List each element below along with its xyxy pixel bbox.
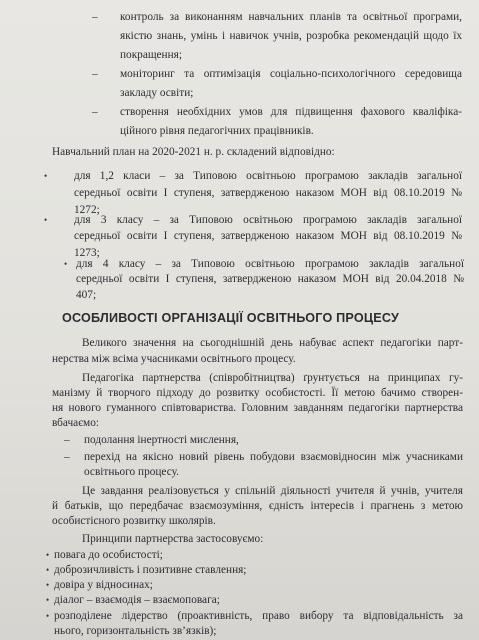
list-item-line: покращення; bbox=[120, 49, 182, 61]
list-item-line: 1273; bbox=[74, 247, 100, 259]
list-item-line: освітнього процесу. bbox=[84, 465, 179, 478]
list-item-line: 407; bbox=[76, 289, 97, 301]
list-item-line: для 1,2 класи – за Типовою освітньою програмою закладів загальної bbox=[74, 170, 462, 182]
list-item-line: закладу освіти; bbox=[120, 87, 194, 99]
list-item-line: середньої освіти І ступеня, затвердженою наказом МОН від 08.10.2019 № bbox=[74, 187, 462, 199]
list-item-line: для 4 класу – за Типовою освітньою програмою закладів загальної bbox=[76, 258, 464, 270]
bullet-marker: • bbox=[46, 610, 50, 621]
paragraph-line: Це завдання реалізовується у спільній діяльності учителя й учнів, учителя bbox=[82, 485, 463, 498]
bullet-marker: • bbox=[44, 171, 48, 181]
bullet-marker: • bbox=[44, 215, 48, 225]
list-item-line: нього, горизонтальність зв’язків); bbox=[54, 624, 217, 637]
list-item-line: якістю знань, умінь і навичок учнів, розробка рекомендацій щодо їх bbox=[120, 30, 462, 42]
bullet-marker: • bbox=[64, 259, 68, 269]
paragraph-line: й батьків, що передбачає взаємозуміння, єдність інтересів і прагнень з метою bbox=[52, 500, 463, 513]
paragraph-line: ня нового гуманного співтовариства. Головним завданням педагогіки партнерства bbox=[52, 401, 463, 414]
list-item-line: ційного рівня педагогічних працівників. bbox=[120, 125, 314, 137]
paragraph-line: нерства між всіма учасниками освітнього процесу. bbox=[52, 353, 296, 366]
dash-marker: – bbox=[64, 433, 70, 446]
bullet-marker: • bbox=[46, 550, 50, 561]
list-item-line: створення необхідних умов для підвищення фахового кваліфіка- bbox=[120, 106, 462, 118]
paragraph-line: Принципи партнерства застосовуємо: bbox=[82, 533, 264, 546]
paragraph-line: Педагогіка партнерства (співробітництва) ґрунтується на принципах гу- bbox=[82, 371, 463, 384]
section-heading: ОСОБЛИВОСТІ ОРГАНІЗАЦІЇ ОСВІТНЬОГО ПРОЦЕСУ bbox=[62, 311, 399, 325]
bullet-marker: • bbox=[46, 595, 50, 606]
dash-marker: – bbox=[64, 450, 70, 463]
bullet-marker: • bbox=[46, 580, 50, 591]
list-item-line: подолання інертності мислення, bbox=[84, 433, 239, 446]
list-item-line: середньої освіти І ступеня, затвердженою наказом МОН від 08.10.2019 № bbox=[74, 230, 462, 242]
list-item-line: для 3 класу – за Типовою освітньою програмою закладів загальної bbox=[74, 214, 462, 226]
list-item-line: діалог – взаємодія – взаємоповага; bbox=[54, 594, 220, 607]
dash-marker: – bbox=[92, 68, 98, 80]
list-item-line: доброзичливість і позитивне ставлення; bbox=[54, 564, 247, 577]
dash-marker: – bbox=[92, 11, 98, 23]
list-item-line: повага до особистості; bbox=[54, 549, 163, 562]
paragraph-line: Навчальний план на 2020-2021 н. р. складений відповідно: bbox=[52, 146, 335, 158]
list-item-line: перехід на якісно новий рівень побудови взаємовідносин між учасниками bbox=[84, 450, 463, 463]
paragraph-line: Великого значення на сьогоднішній день набуває аспект педагогіки парт- bbox=[82, 337, 463, 350]
dash-marker: – bbox=[92, 106, 98, 118]
paragraph-line: особистісного розвитку школярів. bbox=[52, 515, 216, 528]
bullet-marker: • bbox=[46, 565, 50, 576]
list-item-line: моніторинг та оптимізація соціально-психологічного середовища bbox=[120, 68, 462, 80]
list-item-line: розподілене лідерство (проактивність, право вибору та відповідальність за bbox=[54, 609, 463, 622]
list-item-line: довіра у відносинах; bbox=[54, 579, 153, 592]
paragraph-line: вбачаємо: bbox=[52, 417, 99, 430]
list-item-line: середньої освіти І ступеня, затвердженою наказом МОН від 20.04.2018 № bbox=[76, 273, 464, 285]
list-item-line: 1272; bbox=[74, 204, 100, 216]
paragraph-line: манізму й творчого підходу до розвитку особистості. Її метою бачимо створен- bbox=[52, 386, 463, 399]
list-item-line: контроль за виконанням навчальних планів та освітньої програми, bbox=[120, 11, 462, 23]
